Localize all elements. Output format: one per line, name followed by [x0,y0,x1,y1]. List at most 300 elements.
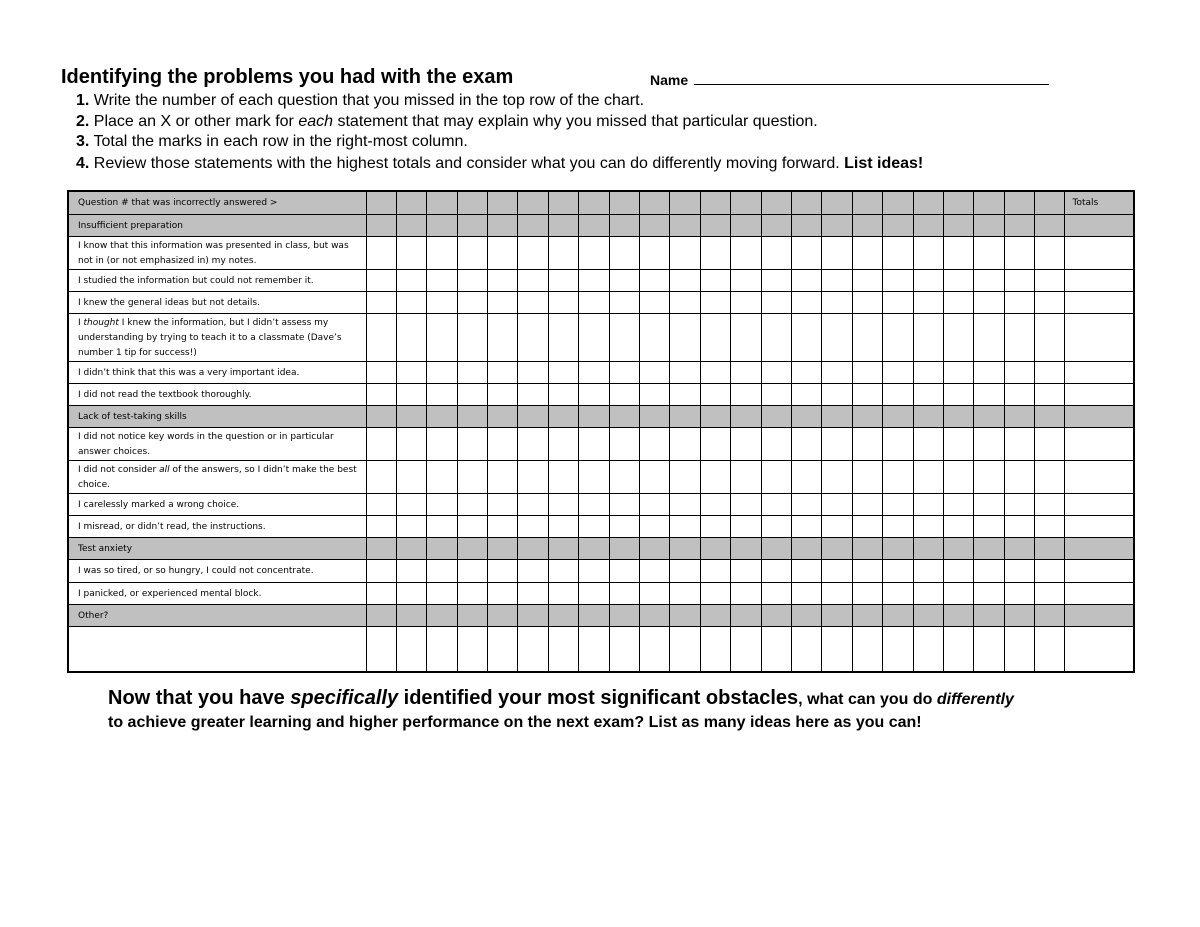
mark-cell[interactable] [852,515,882,537]
mark-cell[interactable] [822,236,852,269]
mark-cell[interactable] [670,269,700,291]
mark-cell[interactable] [974,383,1004,405]
mark-cell[interactable] [366,361,396,383]
mark-cell[interactable] [1035,537,1065,559]
mark-cell[interactable] [974,361,1004,383]
mark-cell[interactable] [700,236,730,269]
mark-cell[interactable] [457,361,487,383]
mark-cell[interactable] [883,236,913,269]
mark-cell[interactable] [579,313,609,361]
mark-cell[interactable] [609,313,639,361]
mark-cell[interactable] [974,427,1004,460]
mark-cell[interactable] [457,383,487,405]
total-cell[interactable] [1065,493,1134,515]
total-cell[interactable] [1065,269,1134,291]
mark-cell[interactable] [761,493,791,515]
question-number-cell[interactable] [609,191,639,214]
mark-cell[interactable] [913,383,943,405]
mark-cell[interactable] [761,269,791,291]
mark-cell[interactable] [913,214,943,236]
mark-cell[interactable] [761,604,791,626]
total-cell[interactable] [1065,236,1134,269]
mark-cell[interactable] [974,313,1004,361]
question-number-cell[interactable] [1004,191,1034,214]
mark-cell[interactable] [700,515,730,537]
mark-cell[interactable] [1004,493,1034,515]
mark-cell[interactable] [822,604,852,626]
mark-cell[interactable] [1035,493,1065,515]
mark-cell[interactable] [609,515,639,537]
mark-cell[interactable] [670,460,700,493]
total-cell[interactable] [1065,383,1134,405]
mark-cell[interactable] [640,405,670,427]
mark-cell[interactable] [791,236,821,269]
mark-cell[interactable] [609,493,639,515]
total-cell[interactable] [1065,291,1134,313]
mark-cell[interactable] [1004,604,1034,626]
mark-cell[interactable] [518,537,548,559]
mark-cell[interactable] [1035,383,1065,405]
mark-cell[interactable] [427,313,457,361]
mark-cell[interactable] [1035,515,1065,537]
mark-cell[interactable] [488,626,518,672]
mark-cell[interactable] [731,383,761,405]
mark-cell[interactable] [396,383,426,405]
mark-cell[interactable] [1004,559,1034,582]
mark-cell[interactable] [609,537,639,559]
mark-cell[interactable] [822,559,852,582]
mark-cell[interactable] [427,269,457,291]
mark-cell[interactable] [852,626,882,672]
mark-cell[interactable] [943,236,973,269]
mark-cell[interactable] [791,559,821,582]
mark-cell[interactable] [609,361,639,383]
mark-cell[interactable] [913,626,943,672]
mark-cell[interactable] [457,626,487,672]
mark-cell[interactable] [396,214,426,236]
mark-cell[interactable] [1004,427,1034,460]
mark-cell[interactable] [974,460,1004,493]
mark-cell[interactable] [731,537,761,559]
mark-cell[interactable] [548,361,578,383]
mark-cell[interactable] [791,537,821,559]
mark-cell[interactable] [640,236,670,269]
mark-cell[interactable] [943,493,973,515]
mark-cell[interactable] [822,515,852,537]
mark-cell[interactable] [488,604,518,626]
question-number-cell[interactable] [883,191,913,214]
mark-cell[interactable] [700,537,730,559]
mark-cell[interactable] [518,559,548,582]
mark-cell[interactable] [761,291,791,313]
mark-cell[interactable] [1004,214,1034,236]
mark-cell[interactable] [731,214,761,236]
mark-cell[interactable] [883,361,913,383]
mark-cell[interactable] [548,626,578,672]
total-cell[interactable] [1065,361,1134,383]
mark-cell[interactable] [883,383,913,405]
mark-cell[interactable] [457,405,487,427]
mark-cell[interactable] [366,460,396,493]
mark-cell[interactable] [366,214,396,236]
mark-cell[interactable] [943,383,973,405]
mark-cell[interactable] [974,269,1004,291]
mark-cell[interactable] [913,291,943,313]
total-cell[interactable] [1065,427,1134,460]
mark-cell[interactable] [640,361,670,383]
mark-cell[interactable] [457,313,487,361]
mark-cell[interactable] [548,515,578,537]
mark-cell[interactable] [457,582,487,604]
mark-cell[interactable] [366,405,396,427]
mark-cell[interactable] [457,460,487,493]
question-number-cell[interactable] [396,191,426,214]
mark-cell[interactable] [791,427,821,460]
mark-cell[interactable] [1035,269,1065,291]
mark-cell[interactable] [548,269,578,291]
mark-cell[interactable] [852,427,882,460]
mark-cell[interactable] [943,361,973,383]
mark-cell[interactable] [548,582,578,604]
mark-cell[interactable] [488,291,518,313]
mark-cell[interactable] [427,559,457,582]
mark-cell[interactable] [427,214,457,236]
mark-cell[interactable] [518,604,548,626]
mark-cell[interactable] [457,515,487,537]
mark-cell[interactable] [700,313,730,361]
mark-cell[interactable] [943,269,973,291]
mark-cell[interactable] [518,582,548,604]
mark-cell[interactable] [548,559,578,582]
mark-cell[interactable] [609,269,639,291]
mark-cell[interactable] [518,626,548,672]
mark-cell[interactable] [913,515,943,537]
question-number-cell[interactable] [822,191,852,214]
mark-cell[interactable] [548,405,578,427]
mark-cell[interactable] [579,493,609,515]
mark-cell[interactable] [974,236,1004,269]
mark-cell[interactable] [1004,537,1034,559]
total-cell[interactable] [1065,313,1134,361]
name-underline[interactable] [694,71,1049,85]
mark-cell[interactable] [883,582,913,604]
mark-cell[interactable] [579,460,609,493]
mark-cell[interactable] [670,582,700,604]
mark-cell[interactable] [640,493,670,515]
mark-cell[interactable] [700,383,730,405]
mark-cell[interactable] [579,361,609,383]
mark-cell[interactable] [396,427,426,460]
mark-cell[interactable] [731,460,761,493]
mark-cell[interactable] [670,291,700,313]
mark-cell[interactable] [943,537,973,559]
mark-cell[interactable] [700,361,730,383]
mark-cell[interactable] [396,515,426,537]
mark-cell[interactable] [731,559,761,582]
mark-cell[interactable] [1035,582,1065,604]
mark-cell[interactable] [913,537,943,559]
mark-cell[interactable] [791,313,821,361]
question-number-cell[interactable] [852,191,882,214]
mark-cell[interactable] [579,515,609,537]
mark-cell[interactable] [548,236,578,269]
mark-cell[interactable] [518,515,548,537]
mark-cell[interactable] [852,559,882,582]
mark-cell[interactable] [518,405,548,427]
mark-cell[interactable] [366,313,396,361]
total-cell[interactable] [1065,214,1134,236]
mark-cell[interactable] [1035,460,1065,493]
mark-cell[interactable] [761,427,791,460]
question-number-cell[interactable] [579,191,609,214]
mark-cell[interactable] [609,626,639,672]
mark-cell[interactable] [913,460,943,493]
mark-cell[interactable] [427,582,457,604]
mark-cell[interactable] [731,493,761,515]
mark-cell[interactable] [822,383,852,405]
mark-cell[interactable] [822,313,852,361]
mark-cell[interactable] [791,493,821,515]
mark-cell[interactable] [1004,291,1034,313]
mark-cell[interactable] [366,383,396,405]
mark-cell[interactable] [791,515,821,537]
mark-cell[interactable] [791,383,821,405]
mark-cell[interactable] [1004,515,1034,537]
mark-cell[interactable] [427,405,457,427]
mark-cell[interactable] [700,604,730,626]
mark-cell[interactable] [700,427,730,460]
mark-cell[interactable] [731,236,761,269]
mark-cell[interactable] [913,269,943,291]
mark-cell[interactable] [457,214,487,236]
mark-cell[interactable] [396,493,426,515]
mark-cell[interactable] [609,236,639,269]
mark-cell[interactable] [548,427,578,460]
mark-cell[interactable] [822,626,852,672]
mark-cell[interactable] [457,269,487,291]
mark-cell[interactable] [548,291,578,313]
mark-cell[interactable] [609,582,639,604]
mark-cell[interactable] [579,383,609,405]
mark-cell[interactable] [640,515,670,537]
mark-cell[interactable] [548,493,578,515]
mark-cell[interactable] [913,313,943,361]
mark-cell[interactable] [761,559,791,582]
mark-cell[interactable] [640,559,670,582]
mark-cell[interactable] [488,214,518,236]
question-number-cell[interactable] [640,191,670,214]
mark-cell[interactable] [883,537,913,559]
mark-cell[interactable] [700,559,730,582]
mark-cell[interactable] [974,559,1004,582]
mark-cell[interactable] [427,383,457,405]
mark-cell[interactable] [791,460,821,493]
mark-cell[interactable] [883,604,913,626]
total-cell[interactable] [1065,626,1134,672]
mark-cell[interactable] [1035,236,1065,269]
total-cell[interactable] [1065,460,1134,493]
mark-cell[interactable] [731,427,761,460]
question-number-cell[interactable] [518,191,548,214]
mark-cell[interactable] [822,291,852,313]
mark-cell[interactable] [518,236,548,269]
mark-cell[interactable] [1004,236,1034,269]
question-number-cell[interactable] [943,191,973,214]
question-number-cell[interactable] [974,191,1004,214]
mark-cell[interactable] [366,291,396,313]
mark-cell[interactable] [700,582,730,604]
mark-cell[interactable] [731,405,761,427]
mark-cell[interactable] [609,214,639,236]
mark-cell[interactable] [396,361,426,383]
mark-cell[interactable] [943,405,973,427]
question-number-cell[interactable] [548,191,578,214]
question-number-cell[interactable] [913,191,943,214]
mark-cell[interactable] [791,291,821,313]
mark-cell[interactable] [943,515,973,537]
mark-cell[interactable] [548,313,578,361]
mark-cell[interactable] [852,214,882,236]
mark-cell[interactable] [670,559,700,582]
mark-cell[interactable] [518,383,548,405]
mark-cell[interactable] [366,582,396,604]
mark-cell[interactable] [791,405,821,427]
mark-cell[interactable] [548,537,578,559]
mark-cell[interactable] [640,427,670,460]
mark-cell[interactable] [396,236,426,269]
mark-cell[interactable] [761,236,791,269]
mark-cell[interactable] [640,291,670,313]
mark-cell[interactable] [579,604,609,626]
mark-cell[interactable] [852,405,882,427]
mark-cell[interactable] [883,427,913,460]
mark-cell[interactable] [366,427,396,460]
mark-cell[interactable] [883,515,913,537]
mark-cell[interactable] [1035,361,1065,383]
mark-cell[interactable] [518,269,548,291]
mark-cell[interactable] [396,582,426,604]
mark-cell[interactable] [579,427,609,460]
mark-cell[interactable] [609,427,639,460]
mark-cell[interactable] [731,361,761,383]
mark-cell[interactable] [670,626,700,672]
question-number-cell[interactable] [427,191,457,214]
mark-cell[interactable] [427,291,457,313]
question-number-cell[interactable] [366,191,396,214]
mark-cell[interactable] [366,515,396,537]
mark-cell[interactable] [913,559,943,582]
mark-cell[interactable] [488,383,518,405]
mark-cell[interactable] [609,405,639,427]
mark-cell[interactable] [396,291,426,313]
mark-cell[interactable] [913,582,943,604]
mark-cell[interactable] [518,493,548,515]
mark-cell[interactable] [488,236,518,269]
mark-cell[interactable] [913,493,943,515]
mark-cell[interactable] [1004,313,1034,361]
mark-cell[interactable] [1035,214,1065,236]
question-number-cell[interactable] [1035,191,1065,214]
mark-cell[interactable] [731,515,761,537]
mark-cell[interactable] [488,361,518,383]
mark-cell[interactable] [1004,405,1034,427]
mark-cell[interactable] [700,269,730,291]
mark-cell[interactable] [700,626,730,672]
mark-cell[interactable] [791,626,821,672]
mark-cell[interactable] [670,604,700,626]
mark-cell[interactable] [488,427,518,460]
mark-cell[interactable] [822,582,852,604]
mark-cell[interactable] [427,604,457,626]
mark-cell[interactable] [488,493,518,515]
mark-cell[interactable] [488,559,518,582]
mark-cell[interactable] [761,214,791,236]
mark-cell[interactable] [791,582,821,604]
mark-cell[interactable] [731,313,761,361]
mark-cell[interactable] [457,291,487,313]
mark-cell[interactable] [943,291,973,313]
total-cell[interactable] [1065,537,1134,559]
mark-cell[interactable] [609,460,639,493]
mark-cell[interactable] [700,214,730,236]
mark-cell[interactable] [1004,269,1034,291]
mark-cell[interactable] [518,214,548,236]
mark-cell[interactable] [974,214,1004,236]
mark-cell[interactable] [518,291,548,313]
mark-cell[interactable] [731,582,761,604]
mark-cell[interactable] [852,236,882,269]
mark-cell[interactable] [396,604,426,626]
mark-cell[interactable] [579,559,609,582]
mark-cell[interactable] [366,537,396,559]
total-cell[interactable] [1065,405,1134,427]
mark-cell[interactable] [761,313,791,361]
mark-cell[interactable] [852,582,882,604]
mark-cell[interactable] [609,559,639,582]
mark-cell[interactable] [1004,582,1034,604]
mark-cell[interactable] [548,214,578,236]
mark-cell[interactable] [670,405,700,427]
mark-cell[interactable] [366,269,396,291]
mark-cell[interactable] [731,291,761,313]
mark-cell[interactable] [761,383,791,405]
mark-cell[interactable] [640,460,670,493]
mark-cell[interactable] [943,427,973,460]
mark-cell[interactable] [488,460,518,493]
mark-cell[interactable] [548,383,578,405]
mark-cell[interactable] [427,427,457,460]
mark-cell[interactable] [791,361,821,383]
mark-cell[interactable] [518,361,548,383]
mark-cell[interactable] [943,604,973,626]
mark-cell[interactable] [913,236,943,269]
mark-cell[interactable] [822,214,852,236]
mark-cell[interactable] [1004,460,1034,493]
question-number-cell[interactable] [731,191,761,214]
mark-cell[interactable] [761,626,791,672]
mark-cell[interactable] [670,236,700,269]
mark-cell[interactable] [457,537,487,559]
mark-cell[interactable] [943,582,973,604]
mark-cell[interactable] [822,361,852,383]
mark-cell[interactable] [852,313,882,361]
mark-cell[interactable] [791,269,821,291]
mark-cell[interactable] [396,313,426,361]
mark-cell[interactable] [822,460,852,493]
mark-cell[interactable] [791,604,821,626]
mark-cell[interactable] [427,361,457,383]
mark-cell[interactable] [670,493,700,515]
